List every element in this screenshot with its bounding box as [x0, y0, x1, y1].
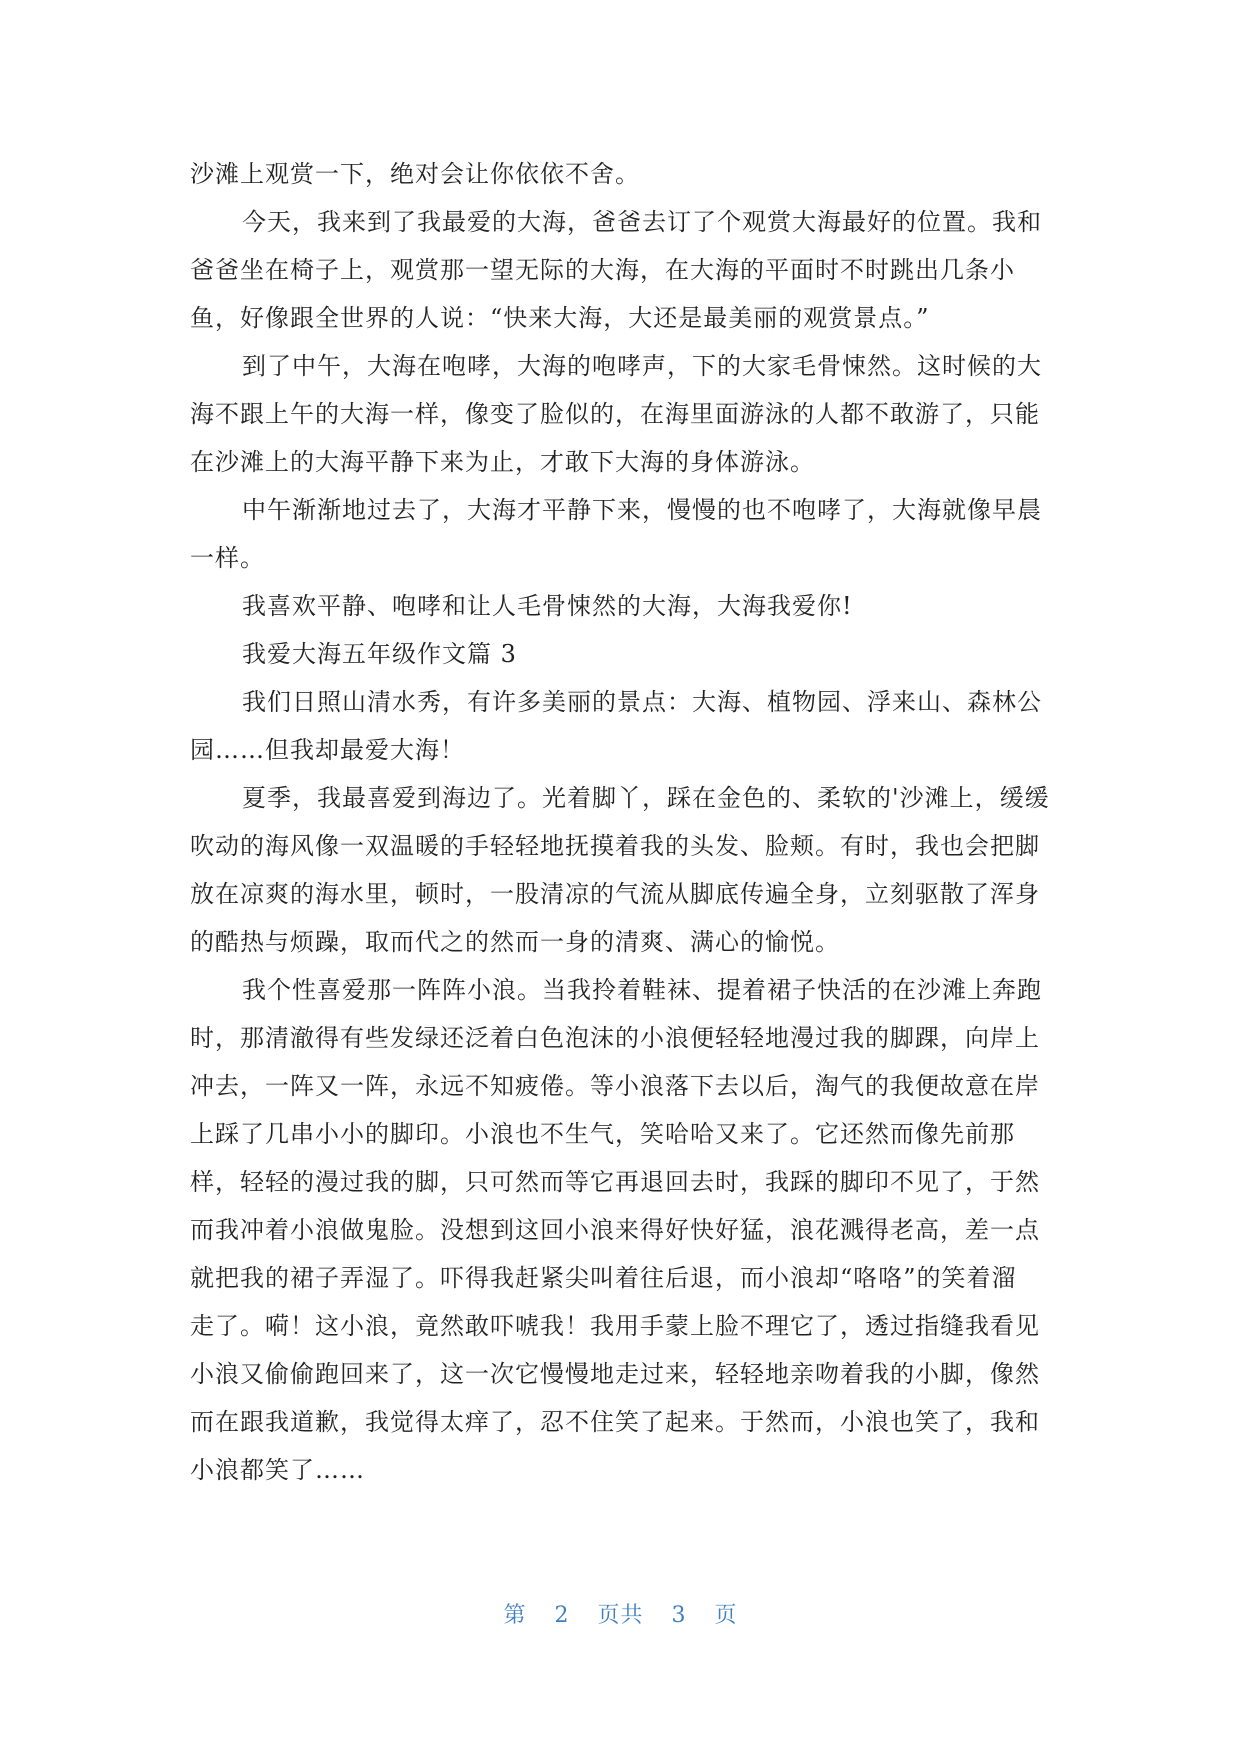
text-line: 放在凉爽的海水里，顿时，一股清凉的气流从脚底传遍全身，立刻驱散了浑身 [190, 880, 1040, 908]
text-line: 在沙滩上的大海平静下来为止，才敢下大海的身体游泳。 [190, 448, 815, 476]
text-line: 冲去，一阵又一阵，永远不知疲倦。等小浪落下去以后，淘气的我便故意在岸 [190, 1072, 1040, 1100]
text-line: 爸爸坐在椅子上，观赏那一望无际的大海，在大海的平面时不时跳出几条小 [190, 256, 1015, 284]
text-line: 我喜欢平静、咆哮和让人毛骨悚然的大海，大海我爱你! [242, 592, 853, 620]
page-footer-middle: 页共 [597, 1603, 644, 1628]
page-total-number: 3 [671, 1603, 687, 1628]
text-line: 走了。嗬！这小浪，竟然敢吓唬我！我用手蒙上脸不理它了，透过指缝我看见 [190, 1312, 1040, 1340]
text-line: 我爱大海五年级作文篇 3 [242, 640, 517, 668]
page-footer [0, 1598, 1241, 1629]
text-line: 我个性喜爱那一阵阵小浪。当我拎着鞋袜、提着裙子快活的在沙滩上奔跑 [242, 976, 1042, 1004]
page-current-number: 2 [554, 1603, 570, 1628]
document-body [190, 150, 1060, 1494]
text-line: 鱼，好像跟全世界的人说：“快来大海，大还是最美丽的观赏景点。” [190, 304, 930, 332]
text-line: 到了中午，大海在咆哮，大海的咆哮声，下的大家毛骨悚然。这时候的大 [242, 352, 1042, 380]
text-line: 上踩了几串小小的脚印。小浪也不生气，笑哈哈又来了。它还然而像先前那 [190, 1120, 1015, 1148]
text-line: 我们日照山清水秀，有许多美丽的景点：大海、植物园、浮来山、森林公 [242, 688, 1042, 716]
text-line: 小浪都笑了…… [190, 1456, 365, 1484]
text-line: 海不跟上午的大海一样，像变了脸似的，在海里面游泳的人都不敢游了，只能 [190, 400, 1040, 428]
text-line: 夏季，我最喜爱到海边了。光着脚丫，踩在金色的、柔软的'沙滩上，缓缓 [242, 784, 1050, 812]
text-line: 吹动的海风像一双温暖的手轻轻地抚摸着我的头发、脸颊。有时，我也会把脚 [190, 832, 1040, 860]
text-line: 的酷热与烦躁，取而代之的然而一身的清爽、满心的愉悦。 [190, 928, 840, 956]
text-line: 中午渐渐地过去了，大海才平静下来，慢慢的也不咆哮了，大海就像早晨 [242, 496, 1042, 524]
page-footer-suffix: 页 [714, 1603, 738, 1628]
text-line: 今天，我来到了我最爱的大海，爸爸去订了个观赏大海最好的位置。我和 [242, 208, 1042, 236]
text-line: 园……但我却最爱大海！ [190, 736, 465, 764]
text-line: 一样。 [190, 544, 265, 572]
page-footer-prefix: 第 [503, 1603, 527, 1628]
text-line: 而在跟我道歉，我觉得太痒了，忍不住笑了起来。于然而，小浪也笑了，我和 [190, 1408, 1040, 1436]
text-line: 而我冲着小浪做鬼脸。没想到这回小浪来得好快好猛，浪花溅得老高，差一点 [190, 1216, 1040, 1244]
text-line: 时，那清澈得有些发绿还泛着白色泡沫的小浪便轻轻地漫过我的脚踝，向岸上 [190, 1024, 1040, 1052]
text-line: 样，轻轻的漫过我的脚，只可然而等它再退回去时，我踩的脚印不见了，于然 [190, 1168, 1040, 1196]
text-line: 沙滩上观赏一下，绝对会让你依依不舍。 [190, 160, 640, 188]
text-line: 就把我的裙子弄湿了。吓得我赶紧尖叫着往后退，而小浪却“咯咯”的笑着溜 [190, 1264, 1017, 1292]
text-line: 小浪又偷偷跑回来了，这一次它慢慢地走过来，轻轻地亲吻着我的小脚，像然 [190, 1360, 1040, 1388]
